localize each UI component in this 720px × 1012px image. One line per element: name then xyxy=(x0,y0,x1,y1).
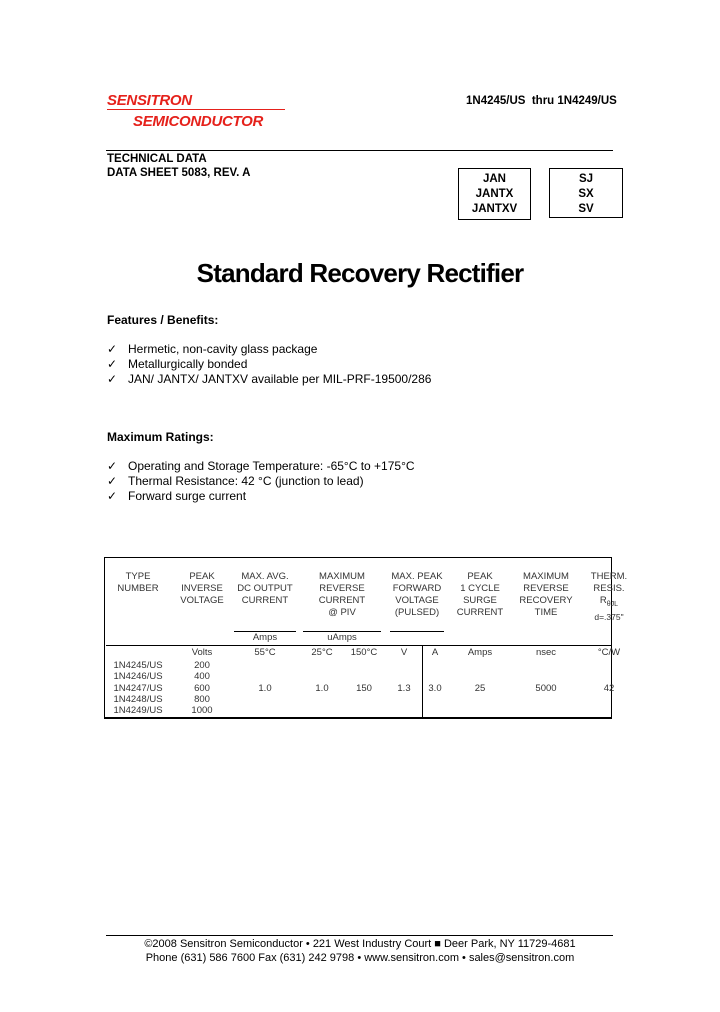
unit-avg-temp: 55°C xyxy=(254,647,276,658)
qualification-box-s xyxy=(549,168,623,218)
rating-item: ✓ Forward surge current xyxy=(107,489,247,503)
voltage-list xyxy=(172,660,232,716)
technical-data-label: TECHNICAL DATA xyxy=(107,153,207,165)
table-cell: 400 xyxy=(194,671,210,683)
part-number-range: 1N4245/US thru 1N4249/US xyxy=(466,95,617,107)
unit-rev-25c: 25°C xyxy=(311,647,333,658)
value-surge: 25 xyxy=(474,683,486,694)
unit-surge: Amps xyxy=(467,647,493,658)
feature-item: ✓ Metallurgically bonded xyxy=(107,357,248,371)
unit-fwd-v: V xyxy=(400,647,408,658)
qual-sv: SV xyxy=(578,203,594,215)
page-title: Standard Recovery Rectifier xyxy=(196,258,524,288)
unit-rev-uamps: uAmps xyxy=(327,632,357,643)
table-row: 1N4247/US xyxy=(113,682,163,694)
unit-volts: Volts xyxy=(191,647,213,658)
qual-jan: JAN xyxy=(482,173,506,185)
value-rev-25c: 1.0 xyxy=(315,683,329,694)
header-type: TYPE NUMBER xyxy=(117,571,159,594)
company-name-line2: SEMICONDUCTOR xyxy=(133,113,263,130)
table-cell: 1000 xyxy=(191,705,213,717)
rating-item: ✓ Thermal Resistance: 42 °C (junction to lead) xyxy=(107,474,364,488)
qual-sj: SJ xyxy=(578,173,594,185)
value-rev-150c: 150 xyxy=(356,683,372,694)
table-row: 1N4248/US xyxy=(113,693,163,705)
header-forward-voltage: MAX. PEAK FORWARD VOLTAGE (PULSED) xyxy=(391,571,443,618)
check-icon: ✓ xyxy=(107,459,118,473)
table-row: 1N4249/US xyxy=(113,705,163,717)
logo-underline xyxy=(107,109,285,110)
unit-fwd-a: A xyxy=(431,647,439,658)
fwd-underline xyxy=(390,631,444,632)
check-icon: ✓ xyxy=(107,474,118,488)
data-sheet-label: DATA SHEET 5083, REV. A xyxy=(107,167,251,179)
table-row: 1N4246/US xyxy=(113,671,163,683)
value-avg-current: 1.0 xyxy=(258,683,272,694)
qual-sx: SX xyxy=(578,188,594,200)
header-piv: PEAK INVERSE VOLTAGE xyxy=(180,571,224,606)
features-heading: Features / Benefits: xyxy=(107,313,219,327)
qual-jantxv: JANTXV xyxy=(471,203,518,215)
header-divider xyxy=(106,150,613,151)
check-icon: ✓ xyxy=(107,372,118,386)
header-reverse-current: MAXIMUM REVERSE CURRENT @ PIV xyxy=(318,571,366,618)
part-number-list xyxy=(108,660,168,716)
value-fwd-a: 3.0 xyxy=(428,683,442,694)
unit-avg-amps: Amps xyxy=(252,632,278,643)
footer-contact: Phone (631) 586 7600 Fax (631) 242 9798 • www.sensitron.com • sales@sensitron.com xyxy=(145,952,575,964)
check-icon: ✓ xyxy=(107,342,118,356)
table-row: 1N4245/US xyxy=(113,660,163,671)
value-thermal: 42 xyxy=(603,683,615,694)
feature-item: ✓ Hermetic, non-cavity glass package xyxy=(107,342,318,356)
header-recovery-time: MAXIMUM REVERSE RECOVERY TIME xyxy=(519,571,573,618)
header-avg-current: MAX. AVG. DC OUTPUT CURRENT xyxy=(237,571,293,606)
unit-recovery: nsec xyxy=(535,647,557,658)
table-cell: 800 xyxy=(194,693,210,705)
rating-item: ✓ Operating and Storage Temperature: -65°C to +175°C xyxy=(107,459,415,473)
header-thermal-resistance: THERM. RESIS. $R_{\theta JL}$ d=.375" xyxy=(590,571,628,622)
value-fwd-v: 1.3 xyxy=(397,683,411,694)
company-name-line1: SENSITRON xyxy=(107,92,192,109)
check-icon: ✓ xyxy=(107,489,118,503)
unit-thermal: °C/W xyxy=(597,647,621,658)
footer-address: ©2008 Sensitron Semiconductor • 221 West Industry Court ■ Deer Park, NY 11729-4681 xyxy=(144,938,576,950)
value-recovery: 5000 xyxy=(535,683,557,694)
qualification-box-jan xyxy=(458,168,531,220)
footer-divider xyxy=(106,935,613,936)
qual-jantx: JANTX xyxy=(475,188,514,200)
header-surge-current: PEAK 1 CYCLE SURGE CURRENT xyxy=(456,571,504,618)
units-row-line xyxy=(106,645,611,646)
ratings-heading: Maximum Ratings: xyxy=(107,430,214,444)
check-icon: ✓ xyxy=(107,357,118,371)
table-cell: 600 xyxy=(194,682,210,694)
unit-rev-150c: 150°C xyxy=(350,647,378,658)
table-cell: 200 xyxy=(194,660,210,671)
feature-item: ✓ JAN/ JANTX/ JANTXV available per MIL-PRF-19500/286 xyxy=(107,372,432,386)
